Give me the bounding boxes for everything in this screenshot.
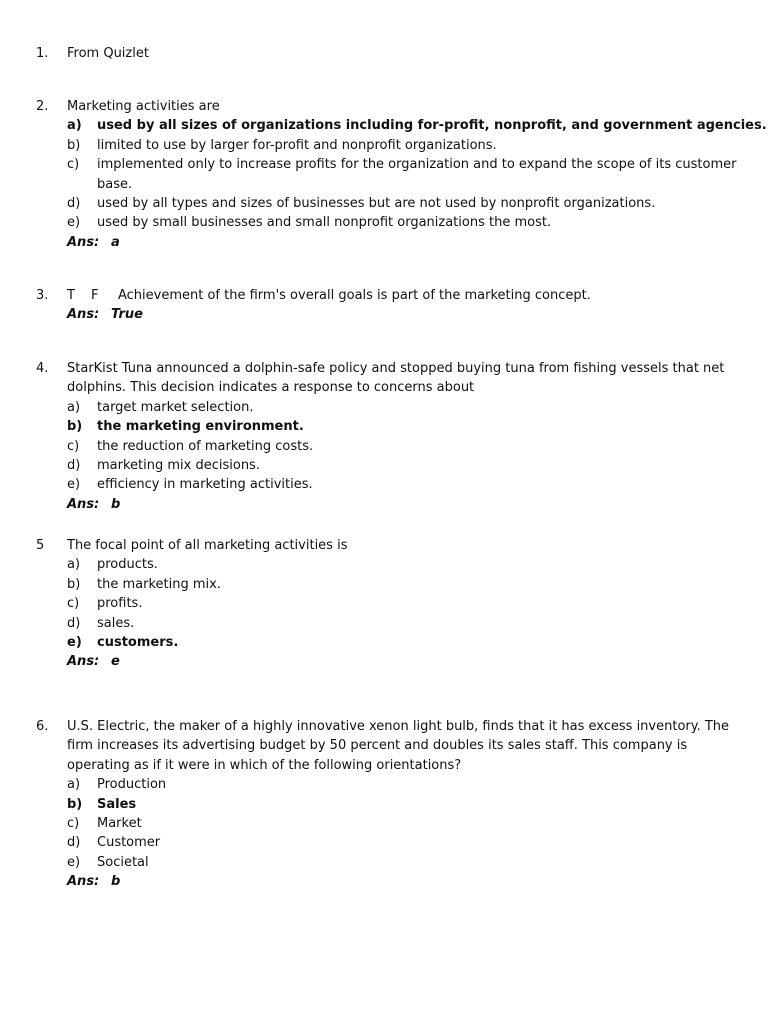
option-text: target market selection. (97, 399, 254, 415)
option-c (67, 437, 738, 456)
option-letter: d) (67, 457, 81, 473)
option-text: Market (97, 816, 142, 831)
option-c (67, 594, 738, 613)
false-mark: F (91, 288, 99, 303)
answer-value: True (111, 307, 143, 323)
option-letter: d) (67, 835, 81, 851)
answer-label: Ans: (67, 654, 100, 670)
question-number: 4. (36, 361, 49, 376)
question-stem-line-1: U.S. Electric, the maker of a highly innovative xenon light bulb, finds that it has excess inventory. The (67, 719, 730, 734)
option-letter: e) (67, 634, 82, 650)
option-a (67, 775, 738, 794)
question-number: 3. (36, 288, 49, 303)
question-number: 1. (36, 46, 49, 61)
option-a (67, 398, 738, 417)
answer-line (67, 233, 738, 252)
answer-line (67, 495, 738, 514)
option-e (67, 213, 738, 232)
answer-label: Ans: (67, 874, 100, 890)
option-text: Sales (97, 796, 137, 812)
option-letter: d) (67, 195, 81, 211)
option-letter: c) (67, 157, 80, 173)
option-text: sales. (97, 615, 135, 631)
true-mark: T (67, 288, 75, 303)
option-letter: a) (67, 557, 81, 573)
option-text: Production (97, 777, 167, 793)
option-c (67, 155, 738, 174)
question-text: From Quizlet (67, 46, 149, 61)
question-stem-line-3: operating as if it were in which of the following orientations? (67, 757, 462, 773)
option-e (67, 475, 738, 494)
option-letter: e) (67, 215, 81, 231)
option-b (67, 575, 738, 594)
option-a (67, 116, 767, 135)
option-d (67, 614, 738, 633)
option-e (67, 853, 738, 872)
option-text: used by all sizes of organizations including for-profit, nonprofit, and government agencies. (97, 118, 767, 134)
question-stem-line-2: firm increases its advertising budget by 50 percent and doubles its sales staff. This company is (67, 738, 688, 754)
option-b (67, 417, 738, 436)
question-number: 2. (36, 99, 49, 114)
option-b (67, 795, 738, 814)
option-letter: d) (67, 615, 81, 631)
answer-line (67, 872, 738, 891)
answer-label: Ans: (67, 496, 100, 512)
option-text: limited to use by larger for-profit and nonprofit organizations. (97, 137, 497, 153)
question-number: 6. (36, 719, 49, 734)
option-a (67, 555, 738, 574)
option-letter: c) (67, 438, 80, 454)
option-text: marketing mix decisions. (97, 457, 260, 473)
answer-label: Ans: (67, 234, 100, 250)
answer-line (67, 652, 738, 671)
option-text: used by small businesses and small nonprofit organizations the most. (97, 215, 552, 231)
option-text: used by all types and sizes of businesses but are not used by nonprofit organizations. (97, 195, 656, 211)
option-letter: b) (67, 419, 83, 435)
option-text: implemented only to increase profits for the organization and to expand the scope of its customer (97, 157, 737, 173)
option-text: customers. (97, 634, 179, 650)
option-text: the reduction of marketing costs. (97, 438, 314, 454)
option-text: profits. (97, 596, 143, 612)
answer-value: b (111, 874, 121, 890)
option-text: the marketing mix. (97, 576, 221, 592)
answer-value: b (111, 496, 121, 512)
question-stem-line-2: dolphins. This decision indicates a response to concerns about (67, 380, 475, 396)
option-text: base. (97, 176, 133, 192)
option-letter: c) (67, 816, 80, 831)
option-letter: b) (67, 796, 83, 812)
question-stem: The focal point of all marketing activities is (67, 538, 348, 553)
option-text: efficiency in marketing activities. (97, 477, 313, 493)
option-letter: b) (67, 137, 81, 153)
option-letter: a) (67, 118, 82, 134)
option-letter: b) (67, 576, 81, 592)
question-stem: Marketing activities are (67, 99, 220, 114)
option-c (67, 814, 738, 833)
option-d (67, 456, 738, 475)
option-letter: c) (67, 596, 80, 612)
answer-value: a (111, 234, 120, 250)
option-letter: e) (67, 854, 81, 870)
question-number: 5 (36, 538, 45, 553)
option-text: Customer (97, 835, 161, 851)
answer-label: Ans: (67, 307, 100, 323)
option-d (67, 194, 738, 213)
answer-line (67, 305, 738, 324)
option-d (67, 833, 738, 852)
option-letter: a) (67, 777, 81, 793)
question-stem-line-1: StarKist Tuna announced a dolphin-safe policy and stopped buying tuna from fishing vessels that net (67, 361, 725, 376)
option-text: products. (97, 557, 158, 573)
option-text: the marketing environment. (97, 419, 304, 435)
question-text: Achievement of the firm's overall goals is part of the marketing concept. (118, 288, 591, 303)
true-false-line (67, 286, 738, 305)
option-letter: e) (67, 477, 81, 493)
option-text: Societal (97, 854, 149, 870)
option-b (67, 136, 738, 155)
answer-value: e (111, 654, 120, 670)
option-c-continued (67, 175, 738, 194)
option-letter: a) (67, 399, 81, 415)
option-e (67, 633, 738, 652)
